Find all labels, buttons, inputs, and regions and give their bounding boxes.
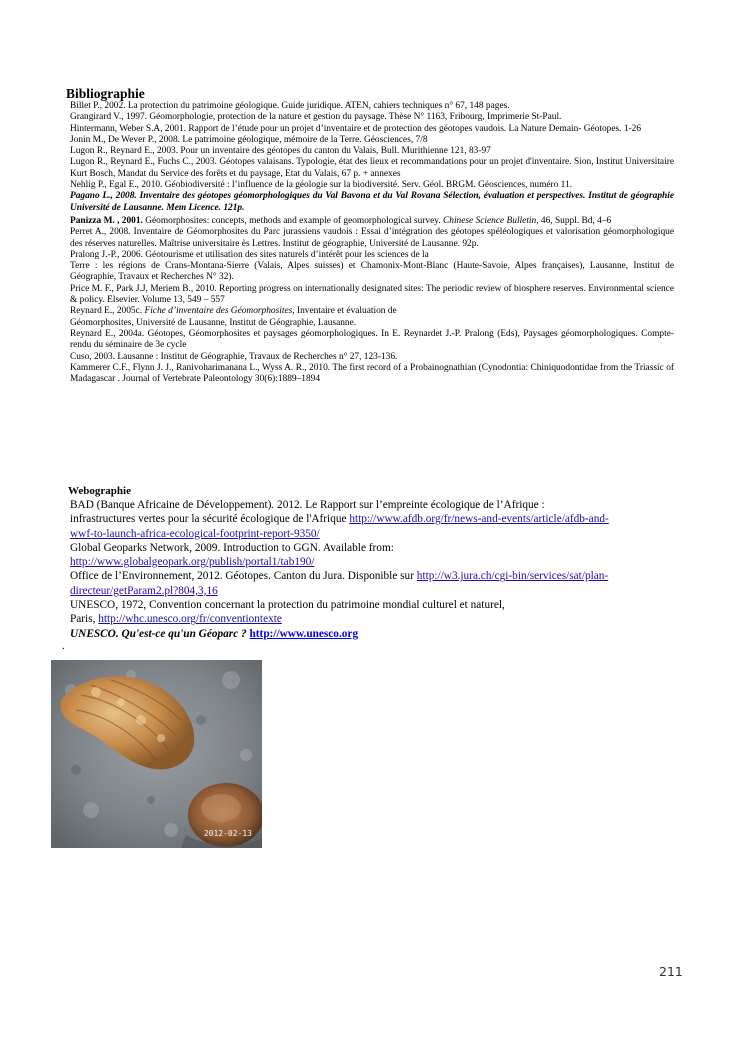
ref-lugon-2003b: Lugon R., Reynard E., Fuchs C., 2003. Géotopes valaisans. Typologie, état des lieux et recommandations pour un projet d'inventaire. Sion, Institut Universitaire Kurt Bosch, Mandat du Service des forêts et du paysage, Etat du Valais, 67 p. + annexes xyxy=(70,157,674,179)
ref-billet: Billet P., 2002. La protection du patrimoine géologique. Guide juridique. ATEN, cahiers techniques n° 67, 148 pages. xyxy=(70,101,510,111)
ref-kammerer: Kammerer C.F., Flynn J. J., Ranivoharimanana L., Wyss A. R., 2010. The first record of a Probainognathian (Cynodontia: Chiniquodontidae from the Triassic of Madagascar . Journal of Vertebrate Paleontology 30(6):1889–1894 xyxy=(70,362,674,385)
web-ref-bad-text: BAD (Banque Africaine de Développement). 2012. Le Rapport sur l’empreinte écologique de l’Afrique : infrastructures vertes pour la sécurité écologique de l'Afrique xyxy=(70,499,545,526)
ref-panizza xyxy=(70,216,674,227)
web-ref-unesco-geoparc-text: UNESCO. Qu'est-ce qu'un Géoparc ? xyxy=(70,627,250,640)
bad-report-link[interactable]: http://www.afdb.org/fr/news-and-events/article/afdb-and-wwf-to-launch-africa-ecological-footprint-report-9350/ xyxy=(70,513,609,540)
bibliography-list xyxy=(70,101,674,385)
webography-list xyxy=(70,498,610,641)
web-ref-unesco-1972-prefix: Paris, xyxy=(70,613,99,626)
ref-perret: Perret A., 2008. Inventaire de Géomorphosites du Parc jurassiens vaudois : Essai d’intégration des géotopes spéléologiques et valorisation géomorphologique des réserves naturelles. Maîtrise universitaire ès Lettres. Institut de géographie, Université de Lausanne. 92p. xyxy=(70,227,674,249)
ref-pralong-line1: Pralong J.-P., 2006. Géotourisme et utilisation des sites naturels d’intérêt pour les sciences de la xyxy=(70,249,429,260)
jura-geotopes-link[interactable]: http://w3.jura.ch/cgi-bin/services/sat/plan-directeur/getParam2.pl?804,3,16 xyxy=(70,570,609,597)
webography-heading: Webographie xyxy=(68,485,131,497)
ref-pagano: Pagano L., 2008. Inventaire des géotopes géomorphologiques du Val Bavona et du Val Rovana Sélection, évaluation et perspectives. Institut de géographie Université de Lausanne. Mem Licence. 121p. xyxy=(70,191,674,213)
ref-cuso: Cuso, 2003. Lausanne : Institut de Géographie, Travaux de Recherches n° 27, 123-136. xyxy=(70,351,398,362)
ref-lugon-2003a: Lugon R., Reynard E., 2003. Pour un inventaire des géotopes du canton du Valais, Bull. Murithienne 121, 83-97 xyxy=(70,146,491,157)
ref-reynard-2005c-tail: Inventaire et évaluation de xyxy=(294,306,397,317)
photo-date-stamp: 2012-02-13 xyxy=(203,829,252,838)
ref-hintermann: Hintermann, Weber S.A, 2001. Rapport de l’étude pour un projet d’inventaire et de protection des géotopes vaudois. La Nature Demain- Géotopes. 1-26 xyxy=(70,123,642,134)
ref-panizza-title: Géomorphosites: concepts, methods and example of geomorphological survey. xyxy=(142,215,444,226)
ref-reynard-2004a: Reynard E., 2004a. Géotopes, Géomorphosites et paysages géomorphologiques. In E. Reynardet J.-P. Pralong (Eds), Paysages géomorphologiques. Compte-rendu du séminaire de 3e cycle xyxy=(70,328,674,351)
ref-panizza-rest: , 46, Suppl. Bd, 4–6 xyxy=(536,215,612,226)
ref-grangirard: Grangirard V., 1997. Géomorphologie, protection de la nature et gestion du paysage. Thèse N° 1163, Fribourg, Imprimerie St-Paul. xyxy=(70,112,562,123)
ref-nehlig: Nehlig P., Egal E., 2010. Géobiodiversité : l’influence de la géologie sur la biodiversité. Serv. Géol. BRGM. Géosciences, numéro 11. xyxy=(70,180,573,191)
ref-reynard-2005c-line2: Géomorphosites, Université de Lausanne, Institut de Géographie, Lausanne. xyxy=(70,317,357,328)
web-ref-unesco-geoparc xyxy=(70,627,610,641)
web-ref-office-text: Office de l’Environnement, 2012. Géotopes. Canton du Jura. Disponible sur xyxy=(70,570,417,583)
ref-jonin: Jonin M., De Wever P., 2008. Le patrimoine géologique, mémoire de la Terre. Géosciences, 7/8 xyxy=(70,134,428,145)
unesco-convention-link[interactable]: http://whc.unesco.org/fr/conventiontexte xyxy=(98,613,282,626)
web-ref-bad xyxy=(70,498,610,541)
unesco-link[interactable]: http://www.unesco.org xyxy=(249,627,359,640)
bibliography-heading: Bibliographie xyxy=(66,86,145,101)
ref-reynard-2005c xyxy=(70,306,674,317)
web-ref-unesco-1972-url xyxy=(70,612,610,626)
stray-dot: . xyxy=(62,640,65,652)
web-ref-office xyxy=(70,569,610,598)
ref-reynard-2005c-title: Fiche d’inventaire des Géomorphosites, xyxy=(144,306,295,317)
ref-pralong-line2: Terre : les régions de Crans-Montana-Sierre (Valais, Alpes suisses) et Chamonix-Mont-Blanc (Haute-Savoie, Alpes françaises), Lausanne, Institut de Géographie, Travaux et Recherches N° 32). xyxy=(70,261,674,283)
web-ref-unesco-1972: UNESCO, 1972, Convention concernant la protection du patrimoine mondial culturel et naturel, xyxy=(70,599,505,612)
page-number: 211 xyxy=(659,964,683,979)
ggn-link[interactable]: http://www.globalgeopark.org/publish/portal1/tab190/ xyxy=(70,556,315,569)
web-ref-ggn: Global Geoparks Network, 2009. Introduction to GGN. Available from: xyxy=(70,541,394,554)
web-ref-ggn-url xyxy=(70,555,610,569)
ref-reynard-2005c-author: Reynard E., 2005c. xyxy=(70,306,145,317)
ref-price: Price M. F., Park J.J, Meriem B., 2010. Reporting progress on internationally designated sites: The periodic review of biosphere reserves. Environmental science & policy. Elsevier. Volume 13, 549 – 557 xyxy=(70,283,674,306)
ref-panizza-journal: Chinese Science Bulletin xyxy=(443,215,537,226)
fossil-photo-drawing xyxy=(51,660,262,848)
fossil-photo xyxy=(51,660,262,848)
ref-panizza-author: Panizza M. , 2001. xyxy=(70,215,143,226)
